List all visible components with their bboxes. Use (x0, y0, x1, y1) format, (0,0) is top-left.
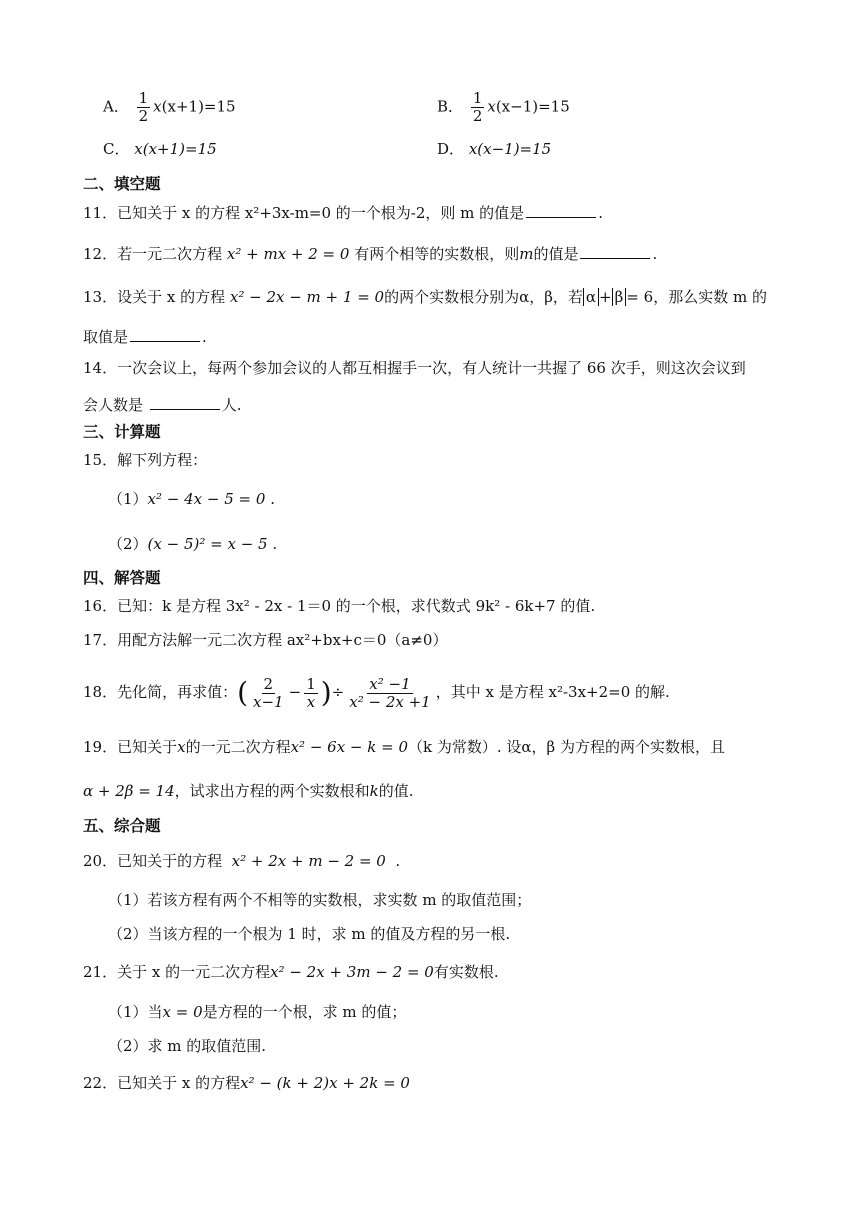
punct: . (395, 852, 401, 870)
expr-var: x (487, 97, 496, 116)
question-21-part2 (108, 1036, 266, 1056)
option-c-label: C． (103, 140, 130, 158)
question-text: 18．先化简，再求值： (83, 683, 238, 701)
question-text: 20．已知关于的方程 (83, 852, 223, 870)
section-heading: 三、计算题 (83, 423, 161, 441)
frac-num: 1 (472, 89, 483, 107)
part-label: （1） (108, 490, 148, 508)
abs-value: α (583, 288, 599, 306)
question-text: 有实数根. (433, 963, 499, 981)
equation: x² − 4x − 5 = 0 . (147, 490, 275, 508)
question-12 (83, 243, 657, 264)
question-text: 13．设关于 x 的方程 (83, 288, 226, 306)
answer-blank[interactable] (526, 202, 596, 218)
question-text: 11．已知关于 x 的方程 x²+3x-m=0 的一个根为-2，则 m 的值是 (83, 204, 525, 222)
frac-num: 1 (138, 89, 149, 107)
equation: x² + mx + 2 = 0 (226, 245, 350, 263)
option-c (103, 139, 217, 159)
question-19-line2 (83, 781, 414, 801)
question-text: （2）当该方程的一个根为 1 时，求 m 的值及方程的另一根. (108, 925, 511, 943)
operator: − (288, 683, 302, 701)
frac-den: 2 (472, 107, 483, 125)
variable: k (369, 782, 379, 800)
question-13 (83, 287, 767, 307)
frac-den: x (306, 692, 316, 711)
fraction (251, 676, 286, 711)
variable: m (519, 245, 534, 263)
option-b (437, 90, 570, 125)
left-paren: ( (237, 676, 249, 709)
fraction (347, 676, 432, 711)
question-text: 22．已知关于 x 的方程 (83, 1074, 241, 1092)
equation: (x − 5)² = x − 5 . (147, 535, 278, 553)
question-22 (83, 1073, 410, 1093)
question-text: 16．已知：k 是方程 3x² - 2x - 1＝0 的一个根，求代数式 9k² - 6k+7 的值. (83, 597, 596, 615)
question-13-line2 (83, 326, 207, 347)
option-c-expr: x(x+1)=15 (134, 140, 217, 158)
equation: x² − 2x − m + 1 = 0 (229, 288, 385, 306)
question-text: 17．用配方法解一元二次方程 ax²+bx+c＝0（a≠0） (83, 631, 448, 649)
question-text: 人. (221, 396, 242, 414)
question-text: 会人数是 (83, 396, 144, 414)
equation: x² − (k + 2)x + 2k = 0 (240, 1074, 410, 1092)
option-d-label: D． (437, 140, 465, 158)
question-20-part2 (108, 924, 510, 944)
operator: ÷ (331, 683, 345, 701)
question-15-part1 (108, 489, 275, 509)
question-text: ，那么实数 m 的 (653, 288, 767, 306)
punct: . (202, 328, 207, 346)
question-text: 12．若一元二次方程 (83, 245, 223, 263)
frac-den: x−1 (253, 692, 284, 711)
section-heading: 四、解答题 (83, 569, 161, 587)
question-text: （k 为常数）. 设α，β 为方程的两个实数根，且 (408, 738, 725, 756)
question-text: 取值是 (83, 328, 129, 346)
question-text: ，其中 x 是方程 x²-3x+2=0 的解. (435, 683, 670, 701)
question-text: 有两个相等的实数根，则 (354, 245, 520, 263)
fraction (471, 90, 485, 125)
answer-blank[interactable] (580, 243, 650, 259)
question-text: ，试求出方程的两个实数根和 (174, 782, 370, 800)
part-label: （2） (108, 535, 148, 553)
option-a-label: A． (103, 97, 129, 116)
answer-blank[interactable] (130, 326, 200, 342)
option-a (103, 90, 236, 125)
question-17 (83, 630, 447, 650)
question-text: 是方程的一个根，求 m 的值； (202, 1003, 407, 1021)
expr-rest: (x−1)=15 (495, 97, 570, 116)
expr-var: x (153, 97, 162, 116)
frac-den: x² − 2x +1 (349, 692, 431, 711)
equation: α + 2β = 14 (83, 782, 175, 800)
equation: x² − 2x + 3m − 2 = 0 (270, 963, 434, 981)
equation: x = 0 (162, 1003, 203, 1021)
frac-num: 2 (263, 674, 274, 693)
question-text: 的值是 (533, 245, 579, 263)
question-15 (83, 450, 207, 470)
frac-num: x² −1 (369, 674, 411, 693)
fraction (137, 90, 151, 125)
section-heading: 二、填空题 (83, 175, 161, 193)
frac-num: 1 (306, 674, 316, 693)
question-text: 19．已知关于 (83, 738, 178, 756)
equation: = 6 (626, 288, 654, 306)
question-text: 15．解下列方程： (83, 451, 208, 469)
question-19 (83, 737, 725, 757)
question-text: 14．一次会议上，每两个参加会议的人都互相握手一次，有人统计一共握了 66 次手，则这次会议到 (83, 359, 746, 377)
option-d (437, 139, 551, 159)
variable: x (177, 738, 186, 756)
question-text: 的一元二次方程 (185, 738, 291, 756)
question-text: （1）若该方程有两个不相等的实数根，求实数 m 的取值范围； (108, 891, 532, 909)
abs-value: β (612, 288, 627, 306)
punct: . (598, 204, 603, 222)
question-14 (83, 358, 746, 378)
section-heading: 五、综合题 (83, 817, 161, 835)
question-21 (83, 962, 499, 982)
question-21-part1 (108, 1002, 406, 1022)
question-16 (83, 596, 595, 616)
question-14-line2 (83, 394, 242, 415)
equation: x² − 6x − k = 0 (290, 738, 408, 756)
option-d-expr: x(x−1)=15 (468, 140, 552, 158)
question-18 (83, 672, 670, 713)
question-text: 21．关于 x 的一元二次方程 (83, 963, 271, 981)
operator: + (599, 288, 612, 306)
question-text: 的两个实数根分别为α，β，若 (384, 288, 583, 306)
question-text: （1）当 (108, 1003, 163, 1021)
expr-rest: (x+1)=15 (161, 97, 236, 116)
right-paren: ) (320, 676, 332, 709)
punct: . (652, 245, 658, 263)
question-20-part1 (108, 890, 531, 910)
option-b-label: B． (437, 97, 464, 116)
question-11 (83, 202, 603, 223)
answer-blank[interactable] (150, 394, 220, 410)
question-15-part2 (108, 534, 277, 554)
fraction (304, 676, 318, 711)
equation: x² + 2x + m − 2 = 0 (231, 852, 386, 870)
frac-den: 2 (138, 107, 149, 125)
question-text: 的值. (378, 782, 414, 800)
question-text: （2）求 m 的取值范围. (108, 1037, 267, 1055)
question-20 (83, 851, 400, 871)
